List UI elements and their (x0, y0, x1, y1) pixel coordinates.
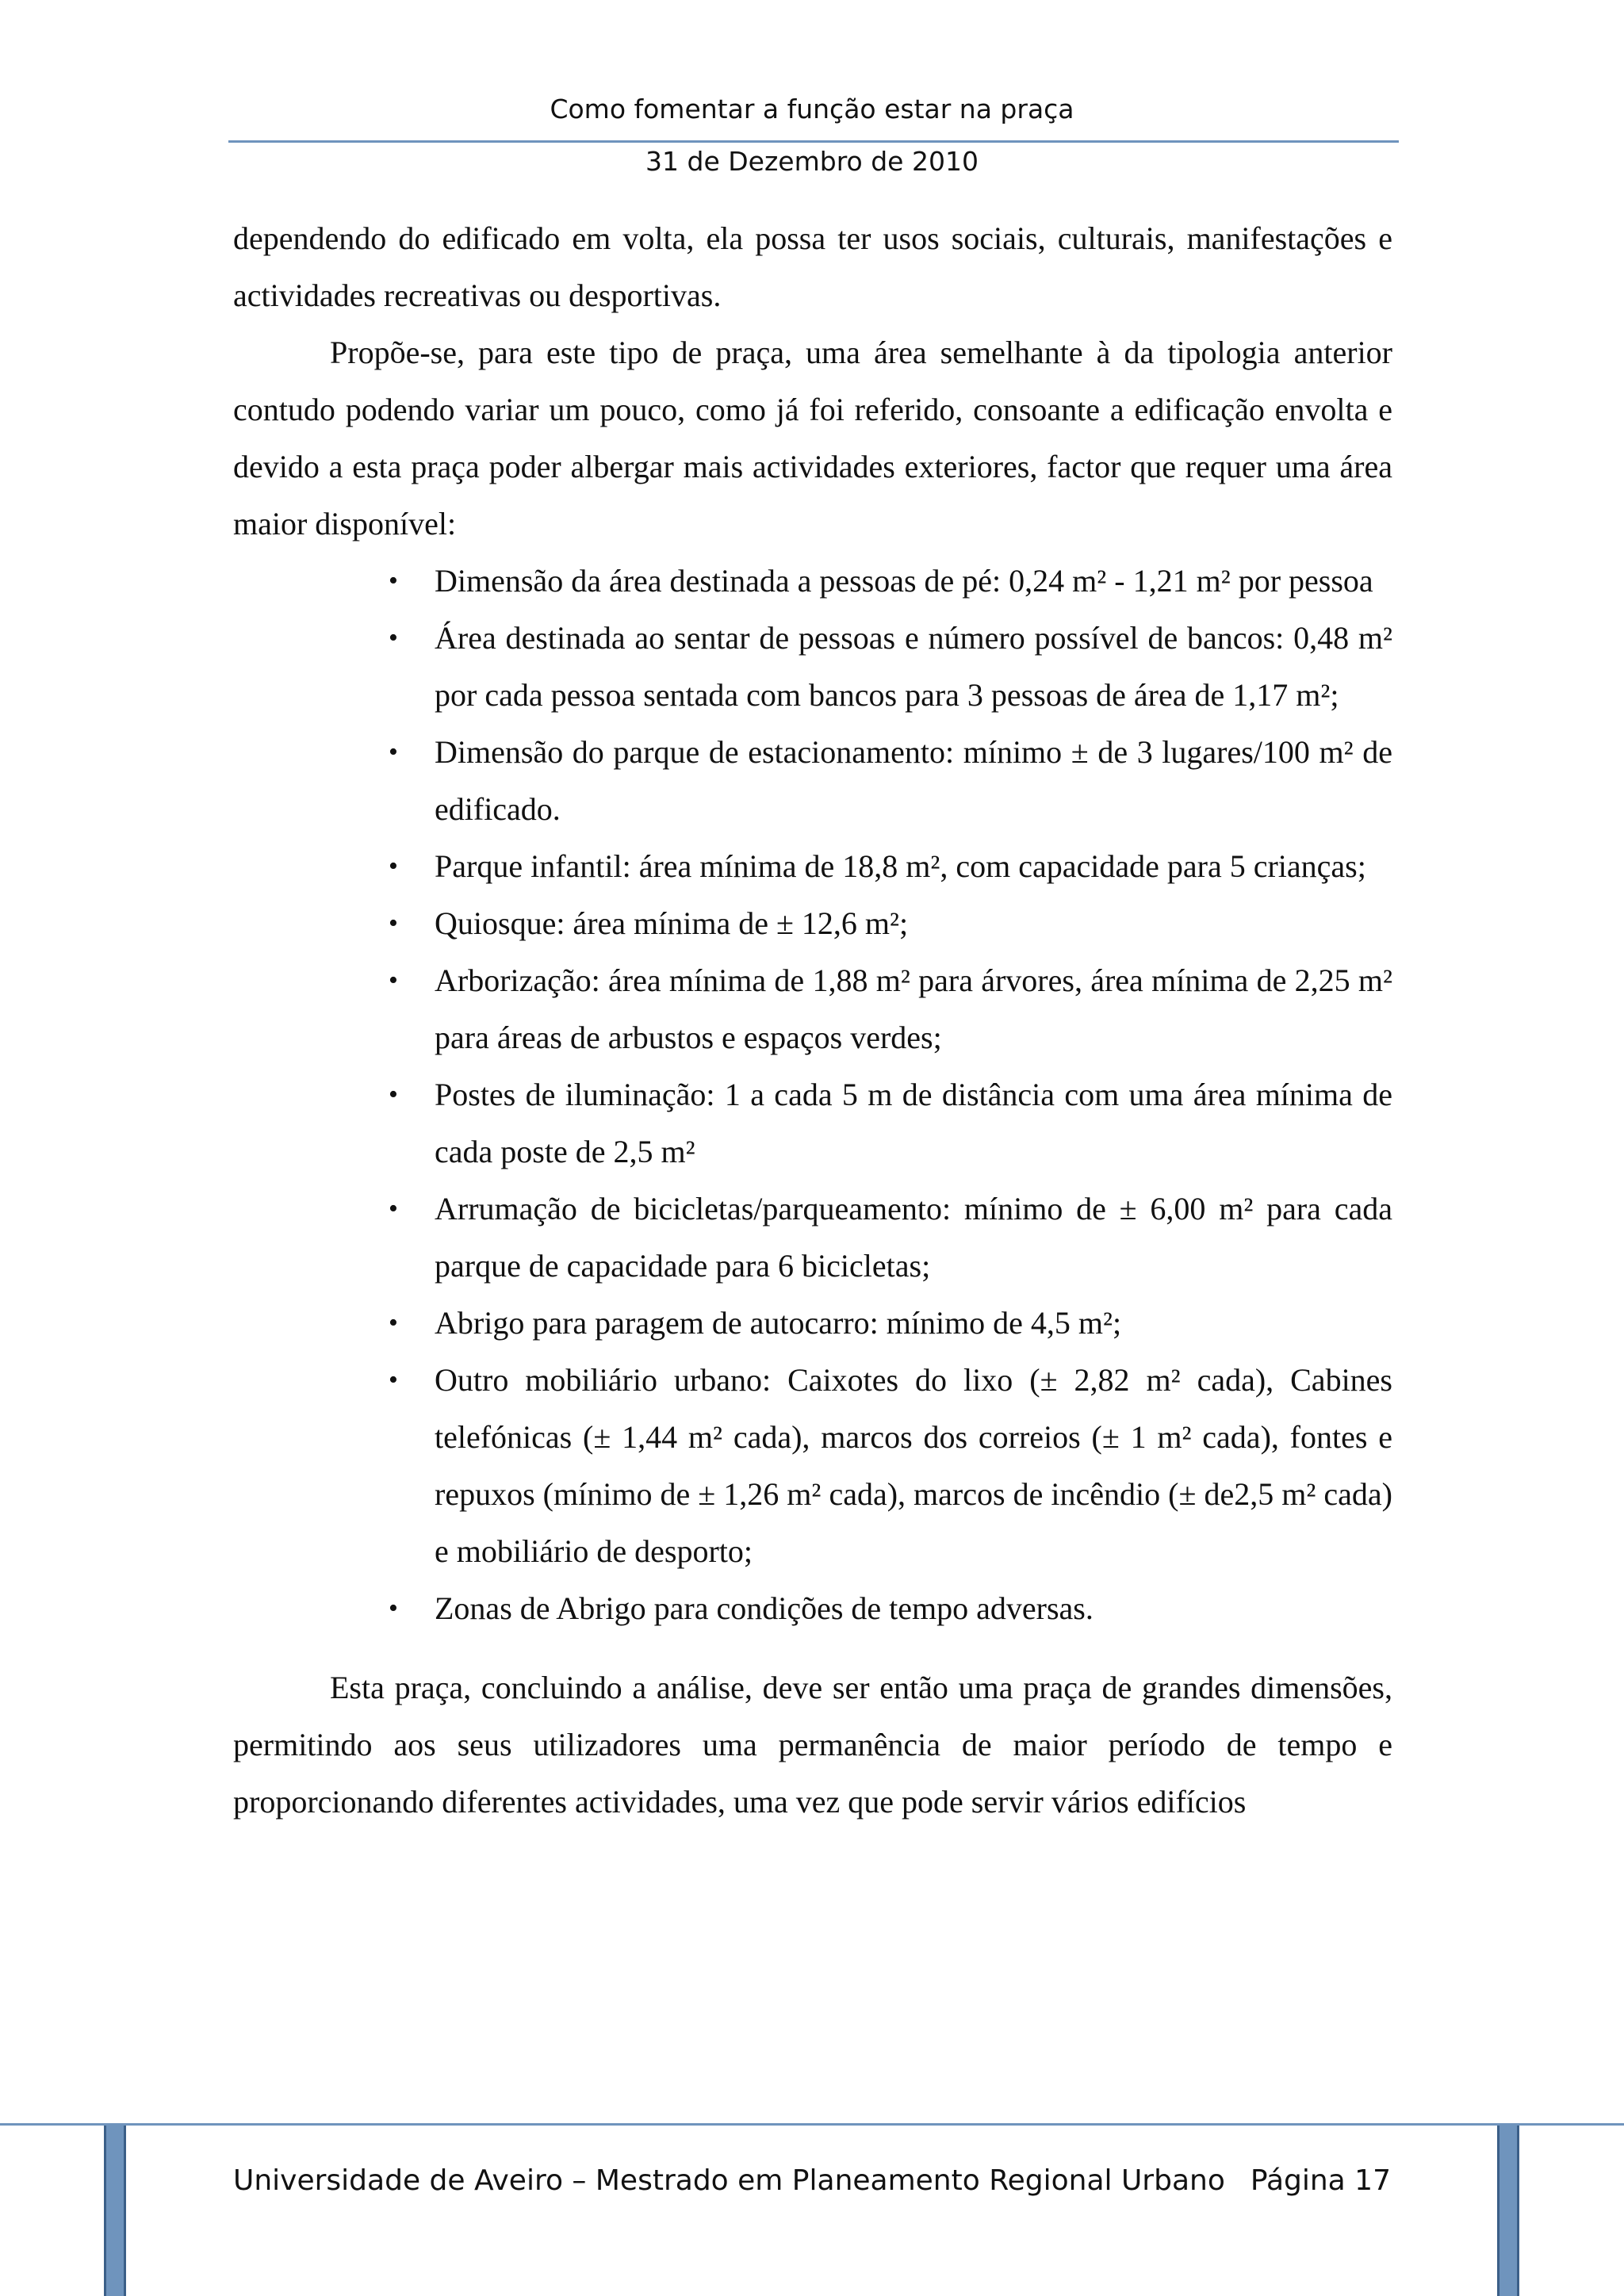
paragraph-3: Esta praça, concluindo a análise, deve ser então uma praça de grandes dimensões, permitindo aos seus utilizadores uma permanência de maior período de tempo e proporcionando diferentes actividades, uma vez que pode servir vários edifícios (233, 1670, 1392, 1820)
bullet-icon: • (389, 966, 398, 995)
list-item (389, 610, 1392, 724)
bullet-icon: • (389, 1594, 398, 1623)
bullet-icon: • (389, 566, 398, 595)
footer-right-bar (1497, 2126, 1519, 2296)
list-item (389, 895, 1392, 952)
footer-divider (0, 2123, 1624, 2126)
footer-left-bar (104, 2126, 126, 2296)
list-item (389, 952, 1392, 1066)
bullet-icon: • (389, 851, 398, 881)
footer-institution: Universidade de Aveiro – Mestrado em Planeamento Regional Urbano (233, 2164, 1225, 2197)
list-item-text: Dimensão do parque de estacionamento: mínimo ± de 3 lugares/100 m² de edificado. (435, 734, 1392, 827)
list-item-text: Abrigo para paragem de autocarro: mínimo de 4,5 m²; (435, 1305, 1122, 1341)
bullet-icon: • (389, 623, 398, 652)
bullet-icon: • (389, 909, 398, 938)
header-divider (228, 140, 1399, 143)
list-item-text: Outro mobiliário urbano: Caixotes do lixo (± 2,82 m² cada), Cabines telefónicas (± 1,44 m² cada), marcos dos correios (± 1 m² cada), fontes e repuxos (mínimo de ± 1,26 m² cada), marcos de incêndio (± de2,5 m² cada) e mobiliário de desporto; (435, 1362, 1392, 1569)
list-item-text: Dimensão da área destinada a pessoas de pé: 0,24 m² - 1,21 m² por pessoa (435, 563, 1373, 599)
list-item-text: Quiosque: área mínima de ± 12,6 m²; (435, 905, 909, 941)
list-item-text: Zonas de Abrigo para condições de tempo adversas. (435, 1590, 1094, 1626)
list-item (389, 724, 1392, 838)
page-body (233, 210, 1392, 1831)
requirements-list (233, 553, 1392, 1637)
list-item-text: Parque infantil: área mínima de 18,8 m², com capacidade para 5 crianças; (435, 848, 1366, 884)
bullet-icon: • (389, 1194, 398, 1223)
bullet-icon: • (389, 1308, 398, 1337)
list-item (389, 1181, 1392, 1295)
list-item-text: Área destinada ao sentar de pessoas e número possível de bancos: 0,48 m² por cada pessoa sentada com bancos para 3 pessoas de área de 1,17 m²; (435, 620, 1392, 713)
list-item (389, 1066, 1392, 1181)
paragraph-1: dependendo do edificado em volta, ela possa ter usos sociais, culturais, manifestações e actividades recreativas ou desportivas. (233, 220, 1392, 313)
list-item (389, 1580, 1392, 1637)
bullet-icon: • (389, 737, 398, 767)
running-header-date: 31 de Dezembro de 2010 (645, 146, 979, 177)
list-item-text: Postes de iluminação: 1 a cada 5 m de distância com uma área mínima de cada poste de 2,5 m² (435, 1077, 1392, 1169)
list-item (389, 1352, 1392, 1580)
list-item (389, 1295, 1392, 1352)
list-item (389, 553, 1392, 610)
paragraph-2: Propõe-se, para este tipo de praça, uma área semelhante à da tipologia anterior contudo podendo variar um pouco, como já foi referido, consoante a edificação envolta e devido a esta praça poder albergar mais actividades exteriores, factor que requer uma área maior disponível: (233, 335, 1392, 541)
bullet-icon: • (389, 1365, 398, 1395)
list-item-text: Arborização: área mínima de 1,88 m² para árvores, área mínima de 2,25 m² para áreas de arbustos e espaços verdes; (435, 962, 1392, 1055)
list-item (389, 838, 1392, 895)
bullet-icon: • (389, 1080, 398, 1109)
list-item-text: Arrumação de bicicletas/parqueamento: mínimo de ± 6,00 m² para cada parque de capacidade para 6 bicicletas; (435, 1191, 1392, 1284)
running-header-title: Como fomentar a função estar na praça (550, 94, 1074, 124)
page-number: Página 17 (1250, 2164, 1391, 2197)
